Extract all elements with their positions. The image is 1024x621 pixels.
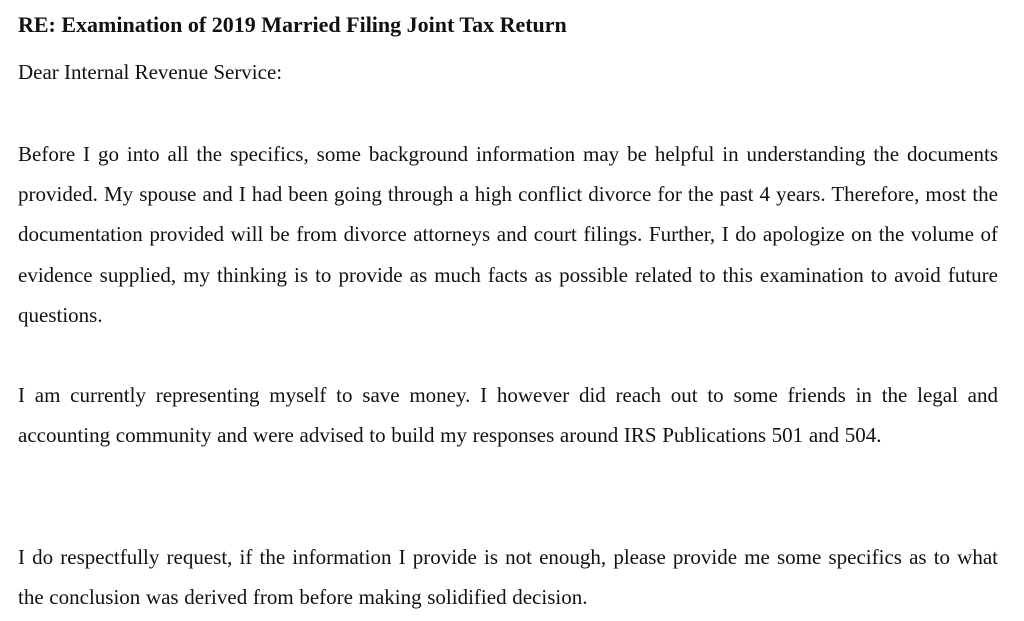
paragraph-request: I do respectfully request, if the information I provide is not enough, please provide me some specifics as to what the conclusion was derived from before making solidified decision. (18, 545, 998, 610)
letter-subject: RE: Examination of 2019 Married Filing Joint Tax Return (18, 12, 567, 37)
paragraph-background: Before I go into all the specifics, some background information may be helpful in understanding the documents provided. My spouse and I had been going through a high conflict divorce for the past 4 years. Therefore, most the documentation provided will be from divorce attorneys and court filings. Further, I do apologize on the volume of evidence supplied, my thinking is to provide as much facts as possible related to this examination to avoid future questions. (18, 142, 998, 327)
paragraph-representation: I am currently representing myself to save money. I however did reach out to some friends in the legal and accounting community and were advised to build my responses around IRS Publications 501 and 504. (18, 383, 998, 448)
letter-salutation: Dear Internal Revenue Service: (18, 60, 283, 84)
